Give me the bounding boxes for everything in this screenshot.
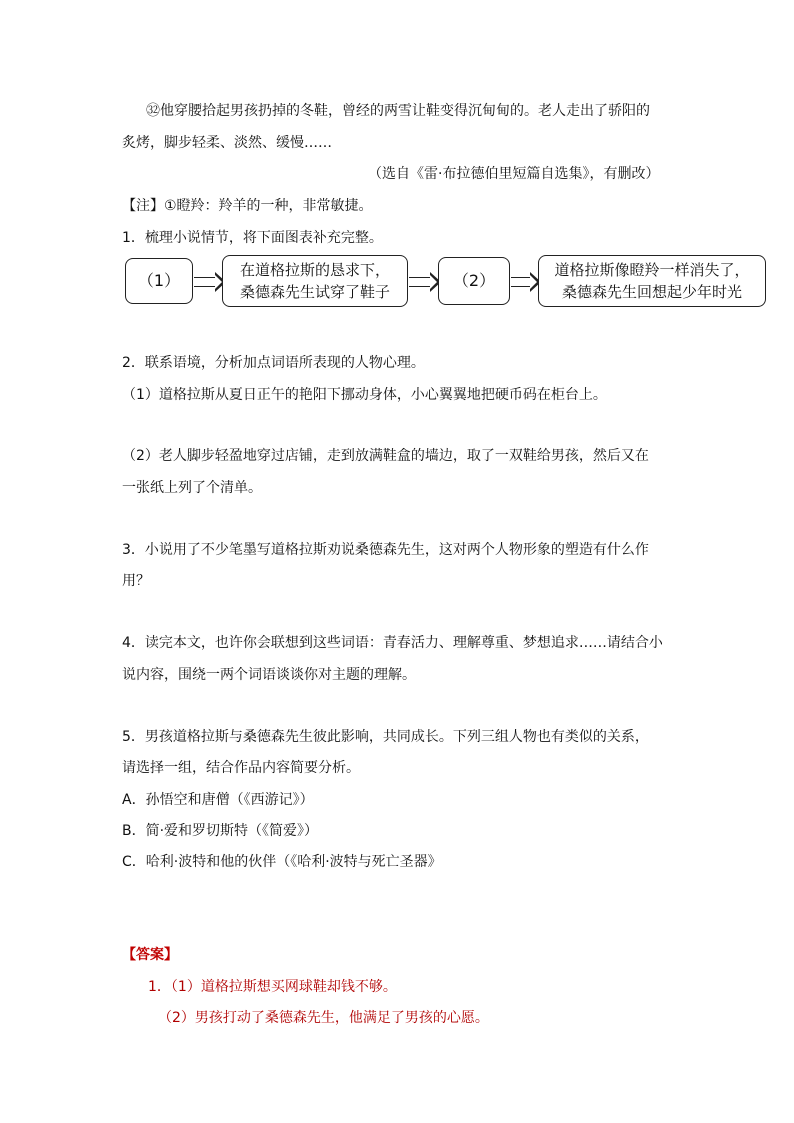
flow-box-tryon-line-1: 在道格拉斯的恳求下， (239, 261, 390, 279)
passage-line-2: 炙烤，脚步轻柔、淡然、缓慢…… (122, 135, 332, 151)
source-citation: （选自《雷·布拉德伯里短篇自选集》，有删改） (368, 166, 660, 182)
option-c: C．哈利·波特和他的伙伴（《哈利·波特与死亡圣器》 (122, 854, 442, 870)
flow-box-blank-2 (438, 257, 510, 305)
question-2-sub-2-line-2: 一张纸上列了个清单。 (122, 480, 262, 496)
question-4-line-2: 说内容，围绕一两个词语谈谈你对主题的理解。 (122, 667, 416, 683)
flow-box-vanish-line-2: 桑德森先生回想起少年时光 (561, 283, 742, 301)
note (122, 195, 373, 215)
option-b: B．简·爱和罗切斯特（《简爱》） (122, 823, 319, 839)
question-2-sub-2-line-1: （2）老人脚步轻盈地穿过店铺，走到放满鞋盒的墙边，取了一双鞋给男孩，然后又在 (122, 448, 649, 464)
flow-box-tryon-line-2: 桑德森先生试穿了鞋子 (239, 283, 390, 301)
question-4-line-1: 4．读完本文，也许你会联想到这些词语：青春活力、理解尊重、梦想追求……请结合小 (122, 635, 663, 651)
flow-arrow-2 (409, 277, 431, 287)
answer-2: （2）男孩打动了桑德森先生，他满足了男孩的心愿。 (158, 1010, 489, 1026)
answer-header: 【答案】 (122, 947, 178, 963)
flow-box-vanish-line-1: 道格拉斯像瞪羚一样消失了， (554, 261, 750, 279)
flow-arrow-3 (511, 277, 531, 287)
question-5-line-1: 5．男孩道格拉斯与桑德森先生彼此影响，共同成长。下列三组人物也有类似的关系， (122, 729, 649, 745)
question-5-line-2: 请选择一组，结合作品内容简要分析。 (122, 760, 360, 776)
answer-1: 1．（1）道格拉斯想买网球鞋却钱不够。 (148, 979, 397, 995)
question-1: 1．梳理小说情节，将下面图表补充完整。 (122, 230, 383, 246)
question-3-line-1: 3．小说用了不少笔墨写道格拉斯劝说桑德森先生，这对两个人物形象的塑造有什么作 (122, 542, 649, 558)
note-bracket: 【注】 (122, 198, 164, 214)
flow-box-blank-1 (125, 258, 193, 304)
passage-line-1: ㉜他穿腰拾起男孩扔掉的冬鞋，曾经的两雪让鞋变得沉甸甸的。老人走出了骄阳的 (146, 103, 650, 119)
note-text: ①瞪羚：羚羊的一种，非常敏捷。 (164, 198, 373, 214)
flow-box-blank-1-label: （1） (137, 271, 181, 290)
flow-box-blank-2-label: （2） (452, 271, 496, 290)
flow-box-tryon (222, 255, 408, 307)
flow-arrow-1 (194, 277, 216, 287)
flow-box-vanish (538, 255, 766, 307)
question-2-sub-1: （1）道格拉斯从夏日正午的艳阳下挪动身体，小心翼翼地把硬币码在柜台上。 (122, 387, 607, 403)
option-a: A．孙悟空和唐僧（《西游记》） (122, 792, 314, 808)
question-2: 2．联系语境，分析加点词语所表现的人物心理。 (122, 355, 425, 371)
question-3-line-2: 用？ (122, 573, 150, 589)
